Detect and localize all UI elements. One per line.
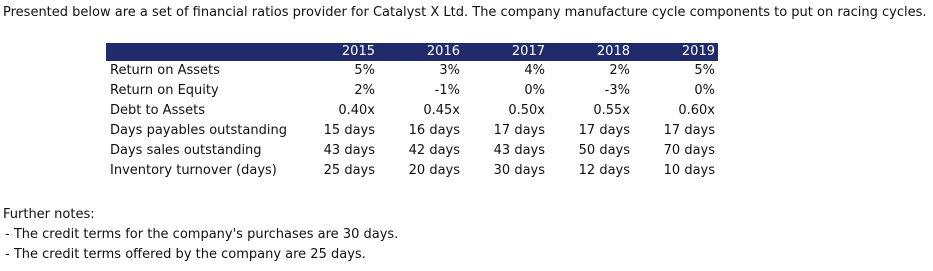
row-label: Days payables outstanding [110,123,287,138]
table-cell: 43 days [493,143,545,158]
table-cell: 3% [439,63,460,78]
row-label: Inventory turnover (days) [110,163,277,178]
table-cell: 0.55x [593,103,630,118]
intro-text: Presented below are a set of financial ratios provider for Catalyst X Ltd. The company manufacture cycle components to put on racing cycles. [3,5,927,20]
table-cell: 17 days [493,123,545,138]
table-row [106,61,718,81]
notes-heading: Further notes: [3,207,95,222]
row-label: Debt to Assets [110,103,205,118]
year-header: 2017 [511,44,545,59]
table-header-row [106,43,718,61]
table-row [106,81,718,101]
year-header: 2018 [596,44,630,59]
year-header: 2019 [681,44,715,59]
table-cell: 25 days [323,163,375,178]
year-header: 2015 [341,44,375,59]
year-header: 2016 [426,44,460,59]
table-cell: 5% [354,63,375,78]
table-cell: 15 days [323,123,375,138]
table-cell: -3% [604,83,630,98]
table-cell: 12 days [578,163,630,178]
financial-ratios-table [106,43,718,181]
header-label-cell [106,43,293,61]
table-cell: -1% [434,83,460,98]
table-row [106,121,718,141]
table-cell: 43 days [323,143,375,158]
table-cell: 50 days [578,143,630,158]
table-cell: 2% [354,83,375,98]
table-row [106,161,718,181]
table-cell: 0% [694,83,715,98]
table-row [106,141,718,161]
table-cell: 70 days [663,143,715,158]
table-cell: 16 days [408,123,460,138]
table-cell: 4% [524,63,545,78]
table-cell: 2% [609,63,630,78]
table-cell: 17 days [578,123,630,138]
table-cell: 30 days [493,163,545,178]
table-cell: 0.45x [423,103,460,118]
table-cell: 0% [524,83,545,98]
table-cell: 0.40x [338,103,375,118]
table-cell: 10 days [663,163,715,178]
further-notes [3,205,398,265]
table-cell: 0.50x [508,103,545,118]
table-cell: 0.60x [678,103,715,118]
table-cell: 17 days [663,123,715,138]
row-label: Days sales outstanding [110,143,262,158]
table-cell: 5% [694,63,715,78]
note-item: - The credit terms for the company's purchases are 30 days. [5,227,399,242]
row-label: Return on Equity [110,83,219,98]
note-item: - The credit terms offered by the company are 25 days. [5,247,366,262]
table-cell: 20 days [408,163,460,178]
table-cell: 42 days [408,143,460,158]
row-label: Return on Assets [110,63,220,78]
table-row [106,101,718,121]
